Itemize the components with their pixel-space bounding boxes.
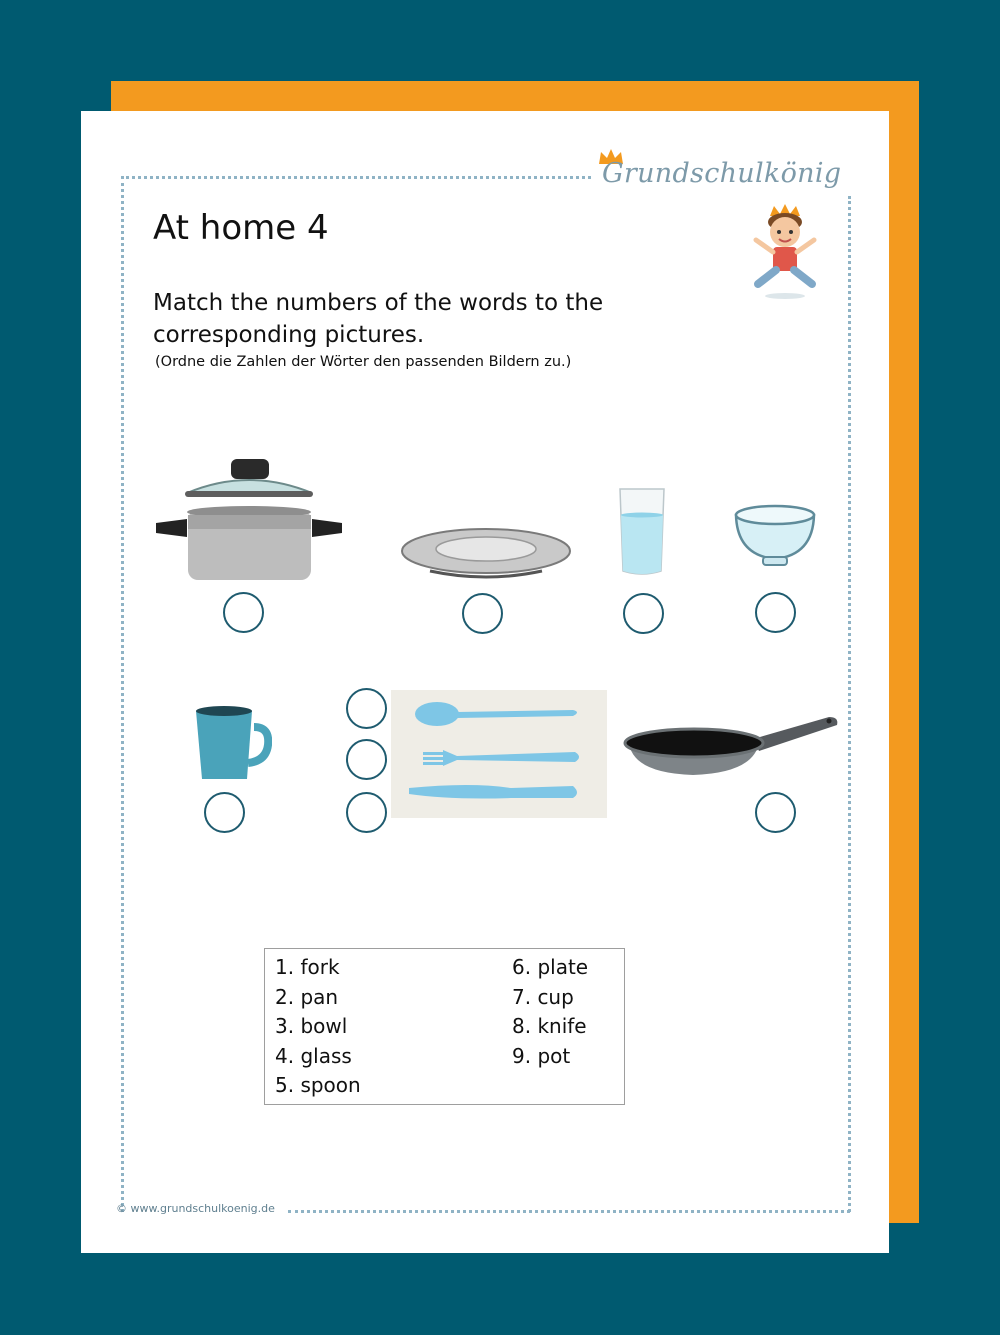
- word-item: 2. pan: [275, 984, 339, 1009]
- answer-circle-cup[interactable]: [204, 792, 245, 833]
- answer-circle-plate[interactable]: [462, 593, 503, 634]
- glass-icon: [616, 487, 668, 577]
- answer-circle-fork[interactable]: [346, 739, 387, 780]
- answer-circle-bowl[interactable]: [755, 592, 796, 633]
- word-item: 8. knife: [512, 1014, 587, 1038]
- dotted-border-top: [121, 176, 591, 179]
- word-item: 7. cup: [512, 984, 574, 1009]
- plate-icon: [400, 527, 572, 582]
- dotted-border-bottom: [288, 1210, 850, 1213]
- dotted-border-left: [121, 176, 124, 1212]
- answer-circle-knife[interactable]: [346, 792, 387, 833]
- answer-circle-glass[interactable]: [623, 593, 664, 634]
- bowl-icon: [733, 503, 817, 571]
- answer-circle-spoon[interactable]: [346, 688, 387, 729]
- instruction-text: Match the numbers of the words to the corresponding pictures.: [153, 290, 604, 348]
- word-item: 3. bowl: [275, 1014, 348, 1038]
- brand-name: Grundschulkönig: [602, 158, 842, 189]
- instruction-translation: (Ordne die Zahlen der Wörter den passenden Bildern zu.): [155, 354, 572, 370]
- dotted-border-right: [848, 196, 851, 1212]
- pan-icon: [623, 713, 843, 793]
- brand-logo: [596, 148, 856, 198]
- word-list-right: [512, 953, 588, 1071]
- answer-circle-pot[interactable]: [223, 592, 264, 633]
- cutlery-icon: [391, 690, 607, 818]
- word-item: 5. spoon: [275, 1073, 361, 1097]
- word-list-box: [264, 948, 625, 1105]
- word-item: 1. fork: [275, 955, 340, 979]
- copyright-footer[interactable]: © www.grundschulkoenig.de: [116, 1202, 275, 1215]
- page-title: At home 4: [153, 208, 329, 248]
- answer-circle-pan[interactable]: [755, 792, 796, 833]
- cup-icon: [192, 703, 272, 785]
- word-item: 4. glass: [275, 1043, 352, 1068]
- pot-icon: [152, 455, 347, 590]
- mascot-icon: [748, 202, 822, 302]
- word-item: 9. pot: [512, 1043, 571, 1068]
- word-list-left: [275, 953, 361, 1101]
- word-item: 6. plate: [512, 955, 589, 979]
